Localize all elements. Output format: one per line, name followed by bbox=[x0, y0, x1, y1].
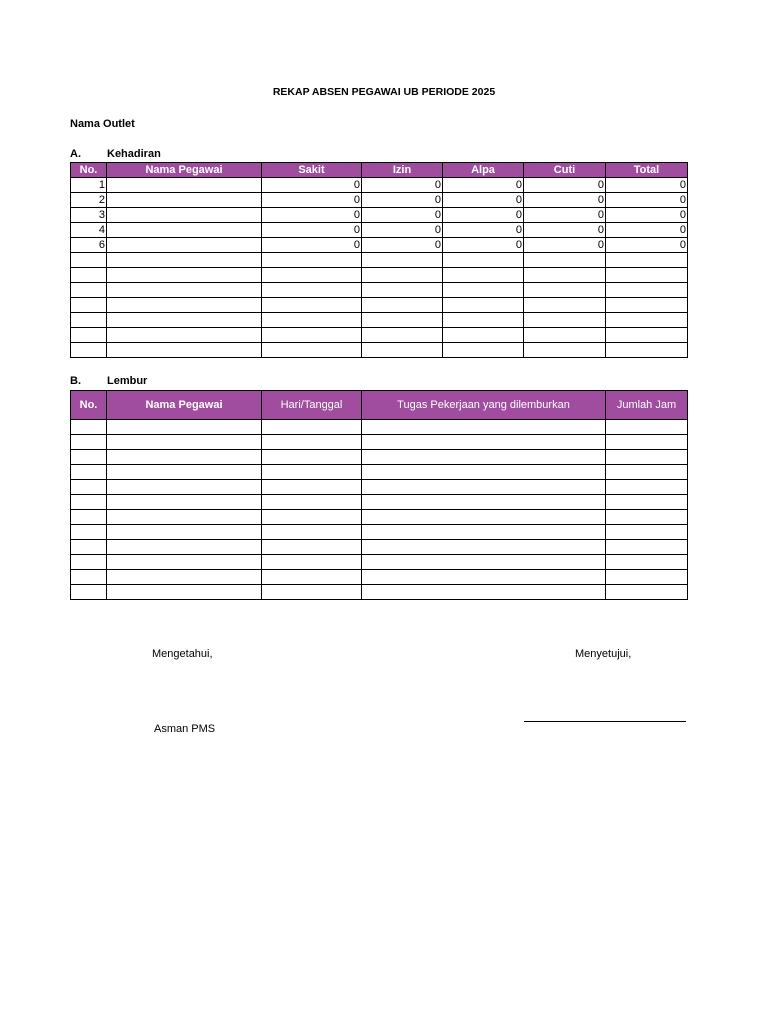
cell-alpa bbox=[443, 343, 524, 358]
cell-hari-tanggal bbox=[262, 525, 362, 540]
cell-no bbox=[71, 328, 107, 343]
cell-cuti: 0 bbox=[524, 223, 606, 238]
cell-jumlah-jam bbox=[606, 585, 688, 600]
cell-cuti: 0 bbox=[524, 178, 606, 193]
cell-total bbox=[606, 298, 688, 313]
cell-nama-pegawai bbox=[107, 525, 262, 540]
cell-tugas-pekerjaan bbox=[362, 450, 606, 465]
cell-hari-tanggal bbox=[262, 450, 362, 465]
cell-no bbox=[71, 555, 107, 570]
cell-alpa bbox=[443, 328, 524, 343]
cell-izin: 0 bbox=[362, 193, 443, 208]
cell-cuti bbox=[524, 268, 606, 283]
cell-no: 2 bbox=[71, 193, 107, 208]
cell-hari-tanggal bbox=[262, 420, 362, 435]
cell-alpa: 0 bbox=[443, 223, 524, 238]
cell-sakit: 0 bbox=[262, 223, 362, 238]
cell-total: 0 bbox=[606, 223, 688, 238]
cell-total bbox=[606, 268, 688, 283]
table-row bbox=[71, 253, 688, 268]
cell-sakit: 0 bbox=[262, 208, 362, 223]
cell-sakit bbox=[262, 328, 362, 343]
table-row bbox=[71, 495, 688, 510]
cell-no bbox=[71, 570, 107, 585]
cell-sakit bbox=[262, 313, 362, 328]
cell-izin bbox=[362, 313, 443, 328]
cell-alpa: 0 bbox=[443, 178, 524, 193]
cell-nama-pegawai bbox=[107, 510, 262, 525]
table-row bbox=[71, 193, 688, 208]
cell-total: 0 bbox=[606, 193, 688, 208]
cell-no bbox=[71, 510, 107, 525]
cell-cuti bbox=[524, 343, 606, 358]
cell-total bbox=[606, 343, 688, 358]
cell-jumlah-jam bbox=[606, 540, 688, 555]
table-row bbox=[71, 283, 688, 298]
table-row bbox=[71, 450, 688, 465]
outlet-label: Nama Outlet bbox=[70, 118, 135, 130]
table-row bbox=[71, 420, 688, 435]
cell-jumlah-jam bbox=[606, 525, 688, 540]
cell-nama-pegawai bbox=[107, 328, 262, 343]
cell-nama-pegawai bbox=[107, 253, 262, 268]
cell-hari-tanggal bbox=[262, 585, 362, 600]
cell-alpa bbox=[443, 283, 524, 298]
cell-hari-tanggal bbox=[262, 480, 362, 495]
cell-izin bbox=[362, 268, 443, 283]
cell-no: 3 bbox=[71, 208, 107, 223]
cell-nama-pegawai bbox=[107, 208, 262, 223]
cell-nama-pegawai bbox=[107, 193, 262, 208]
cell-no bbox=[71, 450, 107, 465]
cell-hari-tanggal bbox=[262, 555, 362, 570]
cell-jumlah-jam bbox=[606, 570, 688, 585]
col-header-jumlah-jam: Jumlah Jam bbox=[606, 391, 688, 420]
cell-total bbox=[606, 313, 688, 328]
table-row bbox=[71, 178, 688, 193]
cell-tugas-pekerjaan bbox=[362, 510, 606, 525]
cell-jumlah-jam bbox=[606, 465, 688, 480]
cell-total: 0 bbox=[606, 208, 688, 223]
menyetujui-label: Menyetujui, bbox=[575, 648, 632, 660]
section-b-title: Lembur bbox=[107, 375, 148, 387]
lembur-header-row bbox=[71, 391, 688, 420]
cell-nama-pegawai bbox=[107, 238, 262, 253]
cell-nama-pegawai bbox=[107, 223, 262, 238]
cell-sakit bbox=[262, 268, 362, 283]
col-header-nama-pegawai: Nama Pegawai bbox=[107, 163, 262, 178]
cell-no bbox=[71, 585, 107, 600]
cell-no bbox=[71, 283, 107, 298]
cell-cuti bbox=[524, 313, 606, 328]
cell-alpa bbox=[443, 253, 524, 268]
cell-total bbox=[606, 328, 688, 343]
cell-nama-pegawai bbox=[107, 420, 262, 435]
table-row bbox=[71, 480, 688, 495]
cell-total bbox=[606, 283, 688, 298]
table-row bbox=[71, 525, 688, 540]
col-header-hari-tanggal: Hari/Tanggal bbox=[262, 391, 362, 420]
cell-no bbox=[71, 480, 107, 495]
cell-izin: 0 bbox=[362, 223, 443, 238]
cell-jumlah-jam bbox=[606, 450, 688, 465]
cell-hari-tanggal bbox=[262, 465, 362, 480]
cell-no bbox=[71, 313, 107, 328]
table-row bbox=[71, 223, 688, 238]
cell-hari-tanggal bbox=[262, 435, 362, 450]
cell-cuti: 0 bbox=[524, 193, 606, 208]
cell-no bbox=[71, 525, 107, 540]
cell-total: 0 bbox=[606, 178, 688, 193]
cell-cuti: 0 bbox=[524, 238, 606, 253]
cell-cuti bbox=[524, 328, 606, 343]
cell-no bbox=[71, 420, 107, 435]
cell-no bbox=[71, 540, 107, 555]
cell-total bbox=[606, 253, 688, 268]
table-row bbox=[71, 540, 688, 555]
cell-cuti bbox=[524, 283, 606, 298]
table-row bbox=[71, 238, 688, 253]
table-row bbox=[71, 555, 688, 570]
cell-nama-pegawai bbox=[107, 435, 262, 450]
table-row bbox=[71, 313, 688, 328]
table-row bbox=[71, 465, 688, 480]
cell-sakit bbox=[262, 298, 362, 313]
cell-cuti bbox=[524, 298, 606, 313]
cell-nama-pegawai bbox=[107, 450, 262, 465]
cell-no bbox=[71, 268, 107, 283]
cell-nama-pegawai bbox=[107, 480, 262, 495]
cell-no bbox=[71, 298, 107, 313]
cell-nama-pegawai bbox=[107, 465, 262, 480]
cell-nama-pegawai bbox=[107, 570, 262, 585]
cell-nama-pegawai bbox=[107, 178, 262, 193]
col-header-alpa: Alpa bbox=[443, 163, 524, 178]
cell-hari-tanggal bbox=[262, 495, 362, 510]
cell-alpa: 0 bbox=[443, 238, 524, 253]
cell-alpa bbox=[443, 298, 524, 313]
cell-sakit bbox=[262, 253, 362, 268]
cell-tugas-pekerjaan bbox=[362, 540, 606, 555]
cell-cuti bbox=[524, 253, 606, 268]
cell-nama-pegawai bbox=[107, 268, 262, 283]
col-header-sakit: Sakit bbox=[262, 163, 362, 178]
cell-tugas-pekerjaan bbox=[362, 495, 606, 510]
cell-nama-pegawai bbox=[107, 283, 262, 298]
asman-pms-label: Asman PMS bbox=[154, 723, 216, 735]
cell-tugas-pekerjaan bbox=[362, 465, 606, 480]
col-header-no: No. bbox=[71, 391, 107, 420]
col-header-nama-pegawai: Nama Pegawai bbox=[107, 391, 262, 420]
kehadiran-table bbox=[70, 162, 688, 358]
cell-alpa: 0 bbox=[443, 208, 524, 223]
section-a-title: Kehadiran bbox=[107, 148, 161, 160]
cell-hari-tanggal bbox=[262, 570, 362, 585]
cell-nama-pegawai bbox=[107, 540, 262, 555]
cell-sakit: 0 bbox=[262, 238, 362, 253]
cell-nama-pegawai bbox=[107, 555, 262, 570]
cell-tugas-pekerjaan bbox=[362, 420, 606, 435]
cell-tugas-pekerjaan bbox=[362, 585, 606, 600]
cell-izin bbox=[362, 283, 443, 298]
col-header-total: Total bbox=[606, 163, 688, 178]
section-b-letter: B. bbox=[70, 375, 81, 387]
cell-sakit: 0 bbox=[262, 193, 362, 208]
cell-no: 1 bbox=[71, 178, 107, 193]
col-header-izin: Izin bbox=[362, 163, 443, 178]
cell-no bbox=[71, 495, 107, 510]
cell-izin bbox=[362, 298, 443, 313]
cell-nama-pegawai bbox=[107, 313, 262, 328]
table-row bbox=[71, 510, 688, 525]
cell-no: 6 bbox=[71, 238, 107, 253]
table-row bbox=[71, 585, 688, 600]
cell-tugas-pekerjaan bbox=[362, 525, 606, 540]
cell-alpa bbox=[443, 268, 524, 283]
cell-sakit bbox=[262, 283, 362, 298]
cell-izin: 0 bbox=[362, 238, 443, 253]
cell-nama-pegawai bbox=[107, 298, 262, 313]
cell-no: 4 bbox=[71, 223, 107, 238]
cell-nama-pegawai bbox=[107, 343, 262, 358]
cell-jumlah-jam bbox=[606, 435, 688, 450]
cell-izin bbox=[362, 253, 443, 268]
cell-nama-pegawai bbox=[107, 495, 262, 510]
cell-no bbox=[71, 465, 107, 480]
cell-jumlah-jam bbox=[606, 420, 688, 435]
col-header-no: No. bbox=[71, 163, 107, 178]
cell-tugas-pekerjaan bbox=[362, 480, 606, 495]
cell-alpa bbox=[443, 313, 524, 328]
cell-total: 0 bbox=[606, 238, 688, 253]
cell-jumlah-jam bbox=[606, 480, 688, 495]
table-row bbox=[71, 298, 688, 313]
cell-no bbox=[71, 435, 107, 450]
cell-hari-tanggal bbox=[262, 510, 362, 525]
kehadiran-header-row bbox=[71, 163, 688, 178]
cell-nama-pegawai bbox=[107, 585, 262, 600]
table-row bbox=[71, 268, 688, 283]
table-row bbox=[71, 208, 688, 223]
section-a-letter: A. bbox=[70, 148, 81, 160]
lembur-body bbox=[71, 420, 688, 600]
mengetahui-label: Mengetahui, bbox=[152, 648, 213, 660]
cell-izin: 0 bbox=[362, 178, 443, 193]
cell-no bbox=[71, 343, 107, 358]
cell-tugas-pekerjaan bbox=[362, 435, 606, 450]
cell-jumlah-jam bbox=[606, 510, 688, 525]
document-title: REKAP ABSEN PEGAWAI UB PERIODE 2025 bbox=[272, 86, 496, 98]
cell-tugas-pekerjaan bbox=[362, 570, 606, 585]
cell-no bbox=[71, 253, 107, 268]
cell-jumlah-jam bbox=[606, 495, 688, 510]
cell-hari-tanggal bbox=[262, 540, 362, 555]
cell-tugas-pekerjaan bbox=[362, 555, 606, 570]
table-row bbox=[71, 435, 688, 450]
signature-line bbox=[524, 721, 686, 722]
cell-sakit bbox=[262, 343, 362, 358]
cell-izin: 0 bbox=[362, 208, 443, 223]
cell-alpa: 0 bbox=[443, 193, 524, 208]
cell-cuti: 0 bbox=[524, 208, 606, 223]
cell-izin bbox=[362, 328, 443, 343]
table-row bbox=[71, 343, 688, 358]
table-row bbox=[71, 328, 688, 343]
cell-sakit: 0 bbox=[262, 178, 362, 193]
cell-izin bbox=[362, 343, 443, 358]
kehadiran-body bbox=[71, 178, 688, 358]
cell-jumlah-jam bbox=[606, 555, 688, 570]
table-row bbox=[71, 570, 688, 585]
col-header-cuti: Cuti bbox=[524, 163, 606, 178]
lembur-table bbox=[70, 390, 688, 600]
col-header-tugas-pekerjaan: Tugas Pekerjaan yang dilemburkan bbox=[362, 391, 606, 420]
